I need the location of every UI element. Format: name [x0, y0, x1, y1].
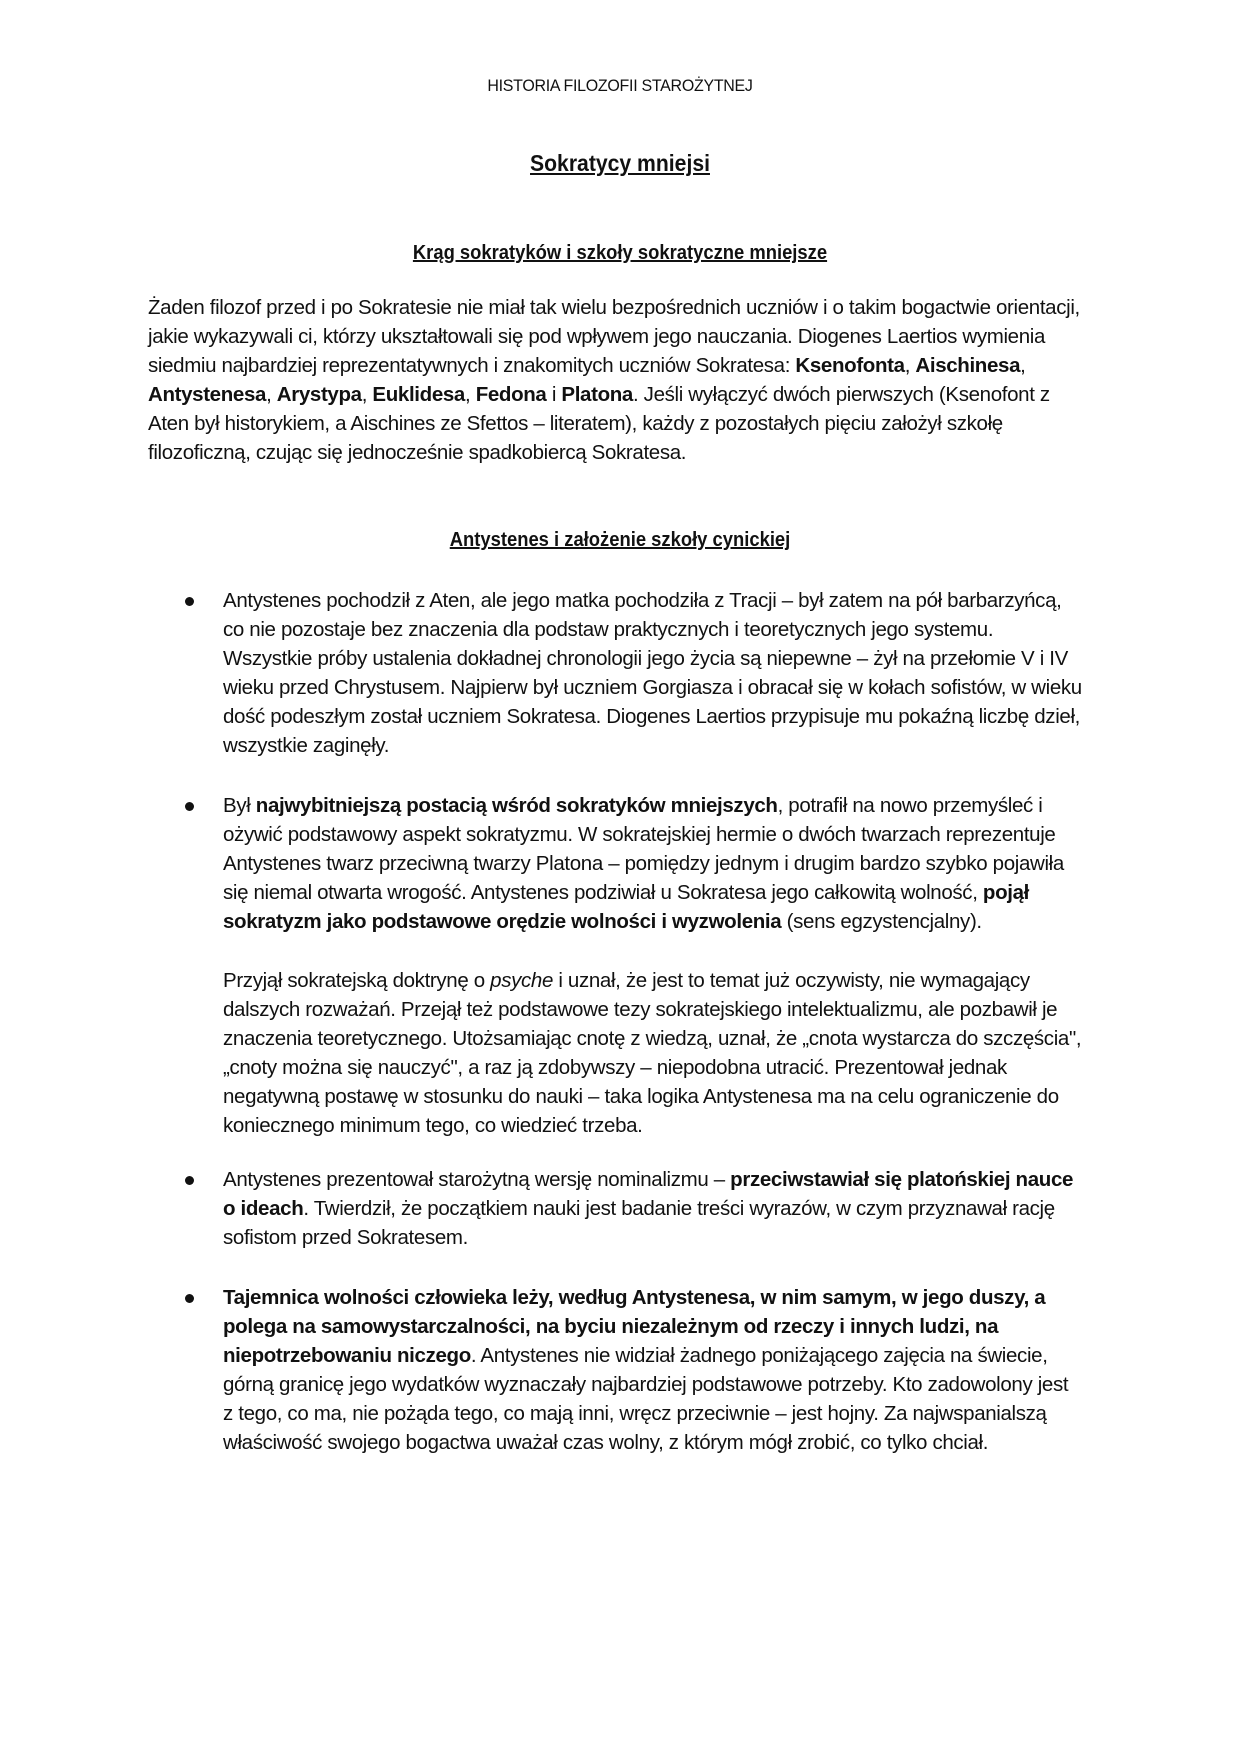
sub-text-1: Przyjął sokratejską doktrynę o: [223, 969, 491, 992]
bullet3-text-2: . Twierdził, że początkiem nauki jest badanie treści wyrazów, w czym przyznawał rację sofistom przed Sokratesem.: [223, 1197, 1055, 1249]
separator: ,: [1020, 354, 1026, 377]
intro-paragraph: [148, 293, 1088, 467]
student-name-platon: Platona: [561, 383, 633, 406]
bullet2-text-1: Był: [223, 794, 256, 817]
bullet2-text-3: (sens egzystencjalny).: [781, 910, 982, 933]
separator: i: [546, 383, 562, 406]
bullet-icon: [185, 1294, 194, 1303]
intro-text-2: . Jeśli wyłączyć dwóch pierwszych (Ksenofont z Aten był historykiem, a Aischines ze Sfettos – literatem), każdy z pozostałych pięciu założył szkołę filozoficzną, czując się jednocześnie spadkobiercą Sokratesa.: [148, 383, 1050, 464]
bullet-text-4: [223, 1283, 1083, 1457]
separator: ,: [464, 383, 476, 406]
bullet2-bold-1: najwybitniejszą postacią wśród sokratyków mniejszych: [255, 794, 778, 817]
bullet2-bold-2: pojął sokratyzm jako podstawowe orędzie wolności i wyzwolenia: [223, 881, 1029, 933]
sub-italic-psyche: psyche: [490, 969, 554, 992]
student-name-arystyp: Arystypa: [276, 383, 362, 406]
bullet-icon: [185, 597, 194, 606]
bullet3-text-1: Antystenes prezentował starożytną wersję nominalizmu –: [223, 1168, 731, 1191]
bullet-icon: [185, 802, 194, 811]
bullet2-text-2: , potrafił na nowo przemyśleć i ożywić podstawowy aspekt sokratyzmu. W sokratejskiej hermie o dwóch twarzach reprezentuje Antystenes twarz przeciwną twarzy Platona – pomiędzy jednym i drugim bardzo szybko pojawiła się niemal otwarta wrogość. Antystenes podziwiał u Sokratesa jego całkowitą wolność,: [223, 794, 1064, 904]
separator: ,: [361, 383, 373, 406]
section-heading-antystenes: Antystenes i założenie szkoły cynickiej: [449, 529, 791, 551]
bullet-text-2: [223, 791, 1083, 936]
student-name-fedon: Fedona: [475, 383, 547, 406]
bullet3-bold-1: przeciwstawiał się platońskiej nauce o ideach: [223, 1168, 1074, 1220]
separator: ,: [266, 383, 277, 406]
intro-text-1: Żaden filozof przed i po Sokratesie nie miał tak wielu bezpośrednich uczniów i o takim bogactwie orientacji, jakie wykazywali ci, którzy ukształtowali się pod wpływem jego nauczania. Diogenes Laertios wymienia siedmiu najbardziej reprezentatywnych i znakomitych uczniów Sokratesa:: [148, 296, 1080, 377]
separator: ,: [904, 354, 916, 377]
running-header: HISTORIA FILOZOFII STAROŻYTNEJ: [487, 76, 753, 95]
student-name-ksenofont: Ksenofonta: [795, 354, 905, 377]
bullet-text-3: [223, 1165, 1083, 1252]
bullet4-text-1: . Antystenes nie widział żadnego poniżającego zajęcia na świecie, górną granicę jego wydatków wyznaczały najbardziej podstawowe potrzeby. Kto zadowolony jest z tego, co ma, nie pożąda tego, co mają inni, wręcz przeciwnie – jest hojny. Za najwspanialszą właściwość swojego bogactwa uważał czas wolny, z którym mógł zrobić, co tylko chciał.: [223, 1344, 1069, 1454]
bullet-icon: [185, 1176, 194, 1185]
bullet-text-1: Antystenes pochodził z Aten, ale jego matka pochodziła z Tracji – był zatem na pół barbarzyńcą, co nie pozostaje bez znaczenia dla podstaw praktycznych i teoretycznych jego systemu. Wszystkie próby ustalenia dokładnej chronologii jego życia są niepewne – żył na przełomie V i IV wieku przed Chrystusem. Najpierw był uczniem Gorgiasza i obracał się w kołach sofistów, w wieku dość podeszłym został uczniem Sokratesa. Diogenes Laertios przypisuje mu pokaźną liczbę dzieł, wszystkie zaginęły.: [223, 589, 1082, 757]
sub-text-2: i uznał, że jest to temat już oczywisty, nie wymagający dalszych rozważań. Przejął też podstawowe tezy sokratejskiego intelektualizmu, ale pozbawił je znaczenia teoretycznego. Utożsamiając cnotę z wiedzą, uznał, że „cnota wystarcza do szczęścia", „cnoty można się nauczyć", a raz ją zdobywszy – niepodobna utracić. Prezentował jednak negatywną postawę w stosunku do nauki – taka logika Antystenesa ma na celu ograniczenie do koniecznego minimum tego, co wiedzieć trzeba.: [223, 969, 1082, 1137]
bullet-2-sub-paragraph: [223, 966, 1083, 1140]
bullet4-bold-1: Tajemnica wolności człowieka leży, według Antystenesa, w nim samym, w jego duszy, a polega na samowystarczalności, na byciu niezależnym od rzeczy i innych ludzi, na niepotrzebowaniu niczego: [223, 1286, 1046, 1367]
section-heading-krag: Krąg sokratyków i szkoły sokratyczne mniejsze: [412, 242, 828, 264]
document-title: Sokratycy mniejsi: [530, 150, 710, 176]
student-name-antystenes: Antystenesa: [148, 383, 267, 406]
student-name-aischines: Aischinesa: [915, 354, 1021, 377]
student-name-euklides: Euklidesa: [372, 383, 465, 406]
